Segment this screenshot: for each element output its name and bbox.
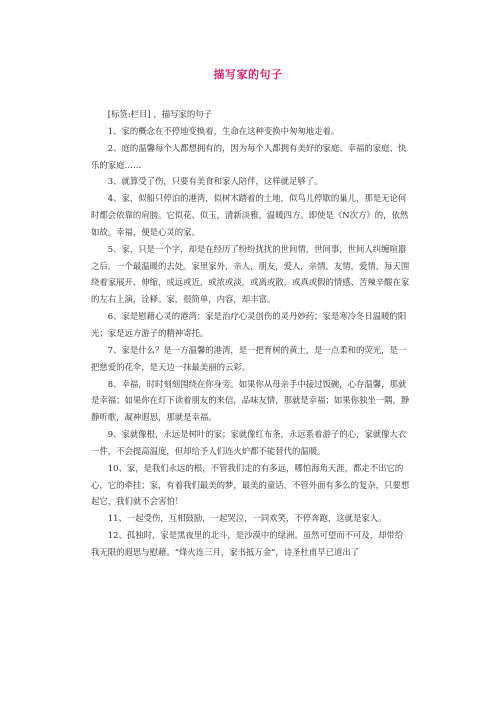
document-title: 描写家的句子 [213, 68, 283, 81]
paragraph: 1、家的概念在不停地变换着，生命在这种变换中匆匆地走着。 [107, 125, 340, 136]
paragraph: 11、一起受伤，互相鼓励，一起哭泣，一同欢笑，不停奔跑，这就是家人。 [107, 513, 387, 524]
paragraph: 5、家，只是一个字，却是在经历了纷纷扰扰的世间情，世间事，世间人纠缠喧嚣之后，一个最温暖的去处。家里家外，亲人，朋友，爱人，亲情，友情，爱情，每天围绕着家展开、伸缩，或远或近，或浓或淡，或离或散，或真或假的情感、苦辣辛酸在家的左右上演，诠释。家，很简单，内容，却丰富。 [91, 243, 410, 305]
paragraph: 4、家，似船只停泊的港湾，似树木踏着的土地，似鸟儿停歇的巢儿，那是无论何时都会依靠的肩膀。它似花、似玉，清新淡雅，温暖四方。即使是《N次方》的，依然如故。幸福，便是心灵的家。 [91, 193, 409, 237]
paragraph: [标签:栏目] ，描写家的句子 [107, 109, 212, 119]
paragraph: 9、家就像根，永远是树叶的家；家就像红布条，永远系着游子的心，家就像大衣一件，不会提高温度，但却给予人们连火炉都不能替代的温暖。 [91, 429, 407, 456]
paragraph: 6、家是慰藉心灵的港湾；家是治疗心灵创伤的灵丹妙药；家是寒冷冬日温暖的阳光；家是远方游子的精神寄托。 [91, 311, 407, 338]
paragraph: 10、家，是我们永远的根，不管我们走的有多远，哪怕海角天涯，都走不出它的心，它的牵挂；家，有着我们最美的梦，最美的童话，不管外面有多么的复杂，只要想起它，我们就不会害怕！ [91, 462, 410, 507]
paragraph: 12、孤独时，家是黑夜里的北斗，是沙漠中的绿洲。虽然可望而不可及，却带给我无限的遐思与慰藉。“烽火连三月，家书抵万金”，诗圣杜甫早已道出了 [91, 530, 404, 557]
paragraph: 2、庭的温馨每个人都想拥有的，因为每个人都拥有美好的家庭、幸福的家庭、快乐的家庭…… [91, 142, 407, 170]
document-body [91, 106, 411, 561]
paragraph: 3、就算受了伤，只要有美食和家人陪伴，这样就足够了。 [107, 176, 323, 187]
paragraph: 7、家是什么？是一方温馨的港湾，是一把育树的黄土，是一点柔和的荧光，是一把慈爱的花伞，是天边一抹最美丽的云彩。 [91, 344, 407, 372]
paragraph: 8、幸福，时时刻刻围绕在你身旁。如果你从母亲手中接过饭碗，心存温馨，那就是幸福；如果你在灯下读着朋友的来信，品味友情，那就是幸福；如果你独坐一隅，静静听歌，凝神遐思，那就是幸福。 [91, 378, 410, 423]
